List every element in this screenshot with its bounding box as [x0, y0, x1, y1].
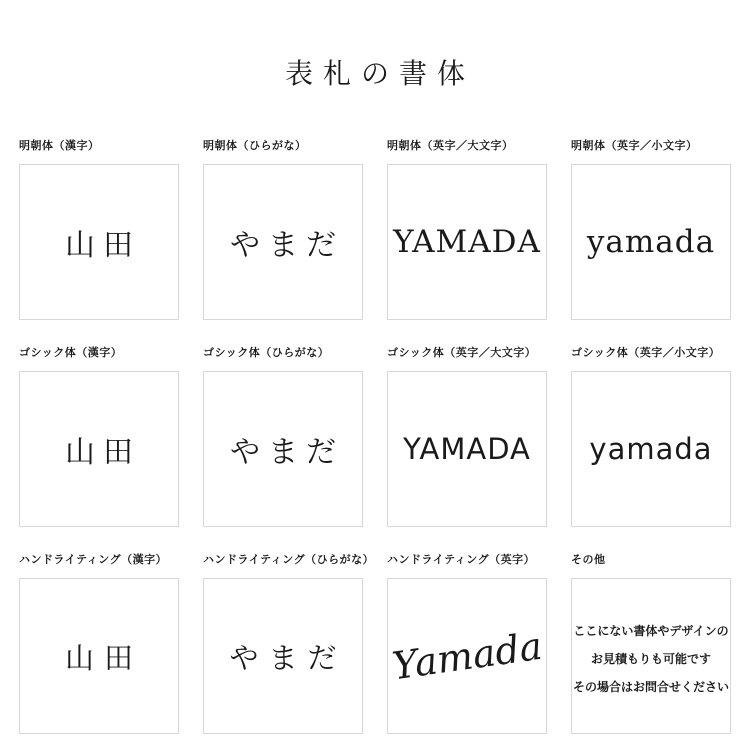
font-category-label: ゴシック体（漢字）	[19, 346, 123, 359]
font-category-label: その他	[571, 553, 606, 566]
others-note-line: その場合はお問合せください	[572, 680, 729, 694]
font-sample-text: yamada	[586, 224, 716, 260]
font-category-label: 明朝体（英字／大文字）	[387, 139, 514, 152]
font-sample-box	[387, 164, 547, 320]
font-sample-text: 山田	[65, 228, 141, 263]
cell-gothic-lowercase	[571, 346, 731, 527]
font-category-label: ゴシック体（ひらがな）	[203, 346, 330, 359]
cell-mincho-uppercase	[387, 139, 547, 320]
font-sample-text: yamada	[589, 432, 713, 466]
font-sample-box	[19, 578, 179, 734]
font-category-label: 明朝体（漢字）	[19, 139, 100, 152]
font-sample-box	[203, 164, 363, 320]
font-sample-box	[203, 371, 363, 527]
page-title: 表札の書体	[284, 57, 475, 90]
font-sample-box	[19, 371, 179, 527]
font-sample-box	[571, 371, 731, 527]
font-sample-box	[203, 578, 363, 734]
font-sample-text: 山田	[65, 435, 141, 470]
font-category-label: 明朝体（ひらがな）	[203, 139, 307, 152]
font-sample-grid	[19, 139, 750, 734]
cell-handwriting-kanji	[19, 553, 179, 734]
font-sample-text: やまだ	[229, 640, 347, 675]
font-category-label: ハンドライティング（漢字）	[19, 553, 168, 566]
font-sample-text: Yamada	[389, 623, 545, 689]
cell-handwriting-latin	[387, 553, 547, 734]
font-category-label: ゴシック体（英字／小文字）	[571, 346, 721, 359]
font-sample-text: YAMADA	[393, 224, 541, 260]
font-sample-text: 山田	[64, 640, 143, 675]
others-note-line: お見積もりも可能です	[590, 652, 711, 666]
font-sample-text: YAMADA	[403, 432, 531, 466]
font-category-label: ハンドライティング（ひらがな）	[203, 553, 375, 566]
cell-gothic-uppercase	[387, 346, 547, 527]
font-sample-box	[387, 371, 547, 527]
font-sample-text: やまだ	[230, 435, 344, 470]
font-sample-box	[571, 164, 731, 320]
cell-handwriting-hiragana	[203, 553, 375, 734]
cell-gothic-kanji	[19, 346, 179, 527]
cell-mincho-hiragana	[203, 139, 363, 320]
others-note-line: ここにない書体やデザインの	[573, 624, 729, 638]
font-sample-text: やまだ	[230, 228, 344, 263]
cell-others	[571, 553, 731, 734]
font-category-label: ゴシック体（英字／大文字）	[387, 346, 537, 359]
font-category-label: ハンドライティング（英字）	[387, 553, 536, 566]
font-sample-box	[387, 578, 547, 734]
cell-mincho-lowercase	[571, 139, 731, 320]
font-category-label: 明朝体（英字／小文字）	[571, 139, 698, 152]
others-note-box	[571, 578, 731, 734]
cell-gothic-hiragana	[203, 346, 363, 527]
cell-mincho-kanji	[19, 139, 179, 320]
font-sample-box	[19, 164, 179, 320]
